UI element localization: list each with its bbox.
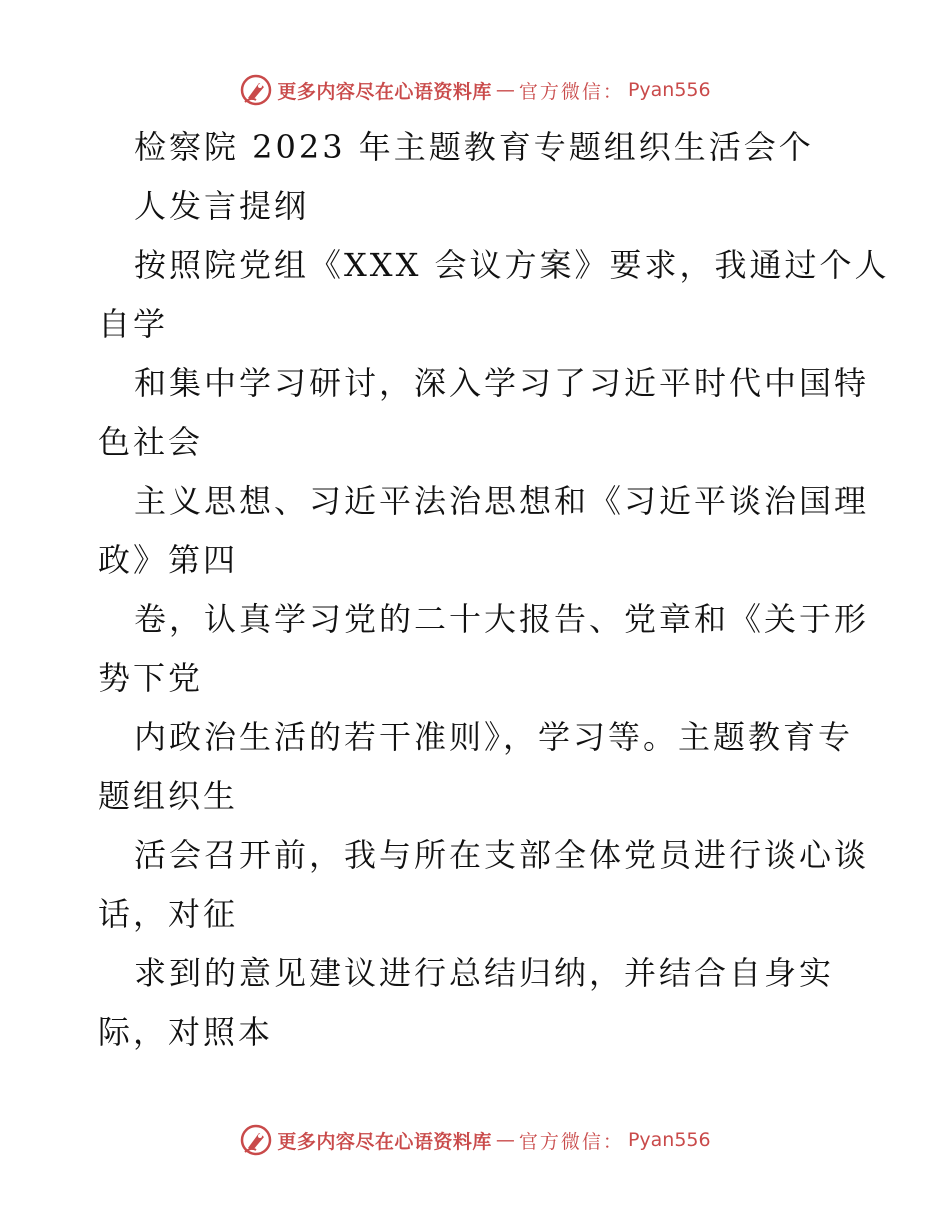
paragraph-line: 求到的意见建议进行总结归纳，并结合自身实 bbox=[134, 954, 835, 992]
watermark-main-text: 更多内容尽在心语资料库 bbox=[277, 1130, 492, 1153]
title-line-2: 人发言提纲 bbox=[134, 187, 310, 225]
header-watermark bbox=[0, 70, 950, 110]
paragraph-line: 卷，认真学习党的二十大报告、党章和《关于形 bbox=[134, 600, 870, 638]
watermark-contact-label: 官方微信： bbox=[518, 1130, 624, 1153]
paragraph-line: 题组织生 bbox=[98, 777, 239, 815]
paragraph-line: 主义思想、习近平法治思想和《习近平谈治国理 bbox=[134, 482, 870, 520]
document-body bbox=[98, 118, 890, 1062]
paragraph-line: 按照院党组《XXX 会议方案》要求，我通过个人 bbox=[134, 246, 890, 284]
watermark-contact-label: 官方微信： bbox=[518, 80, 624, 103]
watermark-contact-id: Pyan556 bbox=[627, 79, 711, 101]
watermark-dash: — bbox=[495, 1129, 515, 1151]
paragraph-line: 和集中学习研讨，深入学习了习近平时代中国特 bbox=[134, 364, 870, 402]
pen-nib-logo-icon bbox=[239, 73, 273, 107]
paragraph-line: 话，对征 bbox=[98, 895, 239, 933]
footer-watermark bbox=[0, 1120, 950, 1160]
paragraph-line: 政》第四 bbox=[98, 541, 239, 579]
paragraph-line: 势下党 bbox=[98, 659, 204, 697]
pen-nib-logo-icon bbox=[239, 1123, 273, 1157]
watermark-contact-id: Pyan556 bbox=[627, 1129, 711, 1151]
watermark-dash: — bbox=[495, 79, 515, 101]
paragraph-line: 内政治生活的若干准则》，学习等。主题教育专 bbox=[134, 718, 854, 756]
paragraph-line: 色社会 bbox=[98, 423, 204, 461]
watermark-main-text: 更多内容尽在心语资料库 bbox=[277, 80, 492, 103]
paragraph-line: 活会召开前，我与所在支部全体党员进行谈心谈 bbox=[134, 836, 870, 874]
paragraph-line: 际，对照本 bbox=[98, 1013, 274, 1051]
title-line-1: 检察院 2023 年主题教育专题组织生活会个 bbox=[134, 128, 814, 166]
paragraph-line: 自学 bbox=[98, 305, 169, 343]
